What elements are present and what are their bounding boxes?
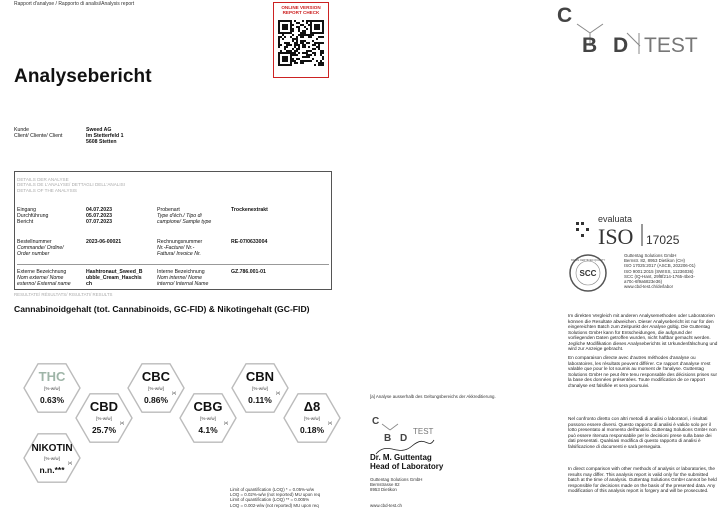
svg-text:SWISS CERTIFIED QUALITY: SWISS CERTIFIED QUALITY	[570, 259, 606, 262]
results-title: Cannabinoidgehalt (tot. Cannabinoids, GC-FID) & Nikotingehalt (GC-FID)	[14, 304, 310, 314]
svg-text:SCC: SCC	[579, 269, 597, 278]
disclaimer-de: Im direkten Vergleich mit anderen Analysemethoden oder Laboratorien können die Resultate abweichen. Dieser Analysebericht ist nur für den eingereichten Batch zum Zeitpunkt der Analyse gültig. Die Guttentag Solutions GmbH kann für Entscheidungen, die aufgrund der vorliegenden Daten getroffen wurden, nicht haftbar gemacht werden. Jegliche Modifikation dieses Analyseberichts ist Urkundenfälschung und wird zur Anzeige gebracht.	[568, 313, 718, 351]
result-value: 0.63%	[39, 395, 65, 405]
analysis-details-box	[14, 171, 332, 290]
customer-address: Sweed AG Im Stetterfeld 1 5608 Stetten	[86, 127, 124, 145]
result-name: CBG	[193, 399, 223, 414]
result-name: CBD	[89, 399, 119, 414]
svg-text:TEST: TEST	[413, 427, 434, 436]
svg-text:evaluata: evaluata	[598, 214, 633, 224]
result-name: CBC	[141, 369, 171, 384]
result-hexagon-cbd	[76, 394, 132, 442]
result-hexagon-cbc	[128, 364, 184, 412]
accreditation-note: [a] Analyse ausserhalb des Geltungsbereichs der Akkreditierung.	[370, 394, 496, 399]
internal-name-value: GZ.786.001-01	[231, 269, 266, 275]
result-value: 4.1%	[198, 425, 218, 435]
internal-name-label: Interne Bezeichnung Nom interne/ Nome interno/ Internal Name	[157, 269, 209, 287]
details-heading: DETAILS DER ANALYSE DETAILS DE L'ANALYSE/ DETTAGLI DELL'ANALISI DETAILS OF THE ANALYSIS	[17, 177, 125, 193]
logo-letter-b: B	[582, 34, 598, 57]
external-name-label: Externe Bezeichnung Nom externe/ Nome esterno/ External name	[17, 269, 71, 287]
qr-code-icon[interactable]	[278, 20, 324, 66]
iso-17025-logo	[568, 210, 718, 250]
order-label: Bestellnummer Commande/ Ordine/ Order number	[17, 239, 64, 257]
customer-label: Kunde Client/ Cliente/ Client	[14, 127, 63, 139]
result-note: [a]	[120, 421, 124, 425]
details-divider	[17, 264, 329, 265]
result-unit: [%-w/w]	[148, 386, 164, 391]
report-breadcrumb: Rapport d'analyse / Rapporto di analisi/Analysis report	[14, 1, 135, 7]
result-unit: [%-w/w]	[96, 416, 112, 421]
result-unit: [%-w/w]	[304, 416, 320, 421]
iso-accreditation	[568, 208, 718, 298]
result-note: [a]	[172, 391, 176, 395]
website-link[interactable]: www.cbd-test.ch	[370, 503, 402, 508]
sample-type-value: Trockenextrakt	[231, 207, 268, 213]
result-note: [a]	[276, 391, 280, 395]
disclaimer-fr: En comparaison directe avec d'autres méthodes d'analyse ou laboratoires, les résultats peuvent différer. Ce rapport d'analyse n'est valable que pour le lot soumis au moment de l'analyse. Guttentag Solutions GmbH ne peut être tenu responsable des décisions prises sur la base des données présentées. Toute modification de ce rapport d'analyse est falsifiée et sera poursuivi.	[568, 355, 718, 388]
result-unit: [%-w/w]	[44, 386, 60, 391]
signatory: Dr. M. Guttentag Head of Laboratory	[370, 453, 444, 471]
svg-text:B: B	[384, 433, 392, 444]
disclaimer-en: In direct comparison with other methods of analysis or laboratories, the results may differ. This analysis report is valid only for the submitted batch at the time of analysis. Guttentag Solutions GmbH cannot be held responsible for decisions made on the basis of the presented data. Any modification of this analysis report is forgery and will be prosecuted.	[568, 466, 717, 493]
result-hexagon-cbg	[180, 394, 236, 442]
limits-note: Limit of quantification (LOQ) * = 0.05%-w/w LOQ = 0.02%-w/w (not reported) MU upon req Limit of quantification (LOQ) ** = 0.005% LOQ = 0.002-w/w (not reported) MU upon req	[230, 487, 321, 508]
external-name-value: Hashtronaut_Sweed_B ubble_Cream_Haschis ch	[86, 269, 143, 287]
order-value: 2023-06-00021	[86, 239, 122, 245]
result-note: [a]	[328, 421, 332, 425]
result-name: CBN	[245, 369, 275, 384]
cbd-test-logo	[540, 0, 720, 66]
logo-word-test: TEST	[644, 34, 698, 57]
result-unit: [%-w/w]	[252, 386, 268, 391]
disclaimer-it: Nel confronto diretto con altri metodi di analisi o laboratori, i risultati possono essere diversi. Questo rapporto di analisi è valido solo per il lotto presentato al momento dell'analisi. Guttentag Solutions GmbH non può essere ritenuta responsabile per le decisioni prese sulla base dei dati presentati. Qualsiasi modifica di questo rapporto di analisi è falsificazione di documenti e sarà perseguita.	[568, 416, 717, 449]
online-check-label: ONLINE VERSION REPORT CHECK	[281, 5, 321, 16]
date-values: 04.07.2023 05.07.2023 07.07.2023	[86, 207, 112, 225]
result-unit: [%-w/w]	[44, 456, 60, 461]
logo-letter-d: D	[613, 34, 629, 57]
date-labels: Eingang Durchführung Bericht	[17, 207, 49, 225]
result-note: [a]	[68, 461, 72, 465]
result-hexagon-8	[284, 394, 340, 442]
result-name: Δ8	[303, 399, 321, 414]
cannabinoid-hexagon-grid	[14, 340, 359, 510]
result-value: 25.7%	[91, 425, 117, 435]
result-hexagon-nikotin	[24, 434, 80, 482]
iso-address: Guttentag Solutions GmbH Bernstr. 82, 8953 Dietikon (CH) ISO 17025:2017 (ASCB, 202206-01) ISO 9001:2015 (SWISS, 11236036) SCC (IQ-Hant, 29f8f214-1765-4be3- a70c-6f9a6823e36) www.cbd-test.ch/de/labor	[624, 253, 696, 290]
result-value: 0.11%	[248, 395, 272, 405]
result-name: THC	[38, 369, 66, 384]
company-address: Guttentag Solutions GmbH Bernstrasse 82 8953 Dietikon	[370, 477, 423, 493]
result-note: [a]	[224, 421, 228, 425]
scc-seal-icon	[568, 252, 608, 294]
page-title: Analysebericht	[14, 66, 152, 87]
svg-text:C: C	[372, 416, 380, 427]
svg-text:ISO: ISO	[598, 224, 634, 249]
result-value: 0.86%	[143, 395, 169, 405]
result-hexagon-thc	[24, 364, 80, 412]
online-report-check[interactable]	[273, 2, 329, 78]
result-name: NIKOTIN	[31, 443, 73, 454]
svg-text:D: D	[400, 433, 408, 444]
sample-type-label: Probenart Type d'éch./ Tipo di campione/ Sample type	[157, 207, 212, 225]
result-hexagon-cbn	[232, 364, 288, 412]
result-value: 0.18%	[299, 425, 325, 435]
result-unit: [%-w/w]	[200, 416, 216, 421]
svg-text:17025: 17025	[646, 233, 680, 247]
invoice-label: Rechnungsnummer Nr.-Facture/ Nr.- Fattura/ Invoice Nr.	[157, 239, 203, 257]
results-section-label: RESULTATE/ RÉSULTATS/ RISULTATI/ RESULTS	[14, 292, 113, 297]
invoice-value: RE-07/0633004	[231, 239, 268, 245]
result-value: n.n.***	[39, 465, 65, 475]
logo-letter-c: C	[557, 4, 573, 27]
